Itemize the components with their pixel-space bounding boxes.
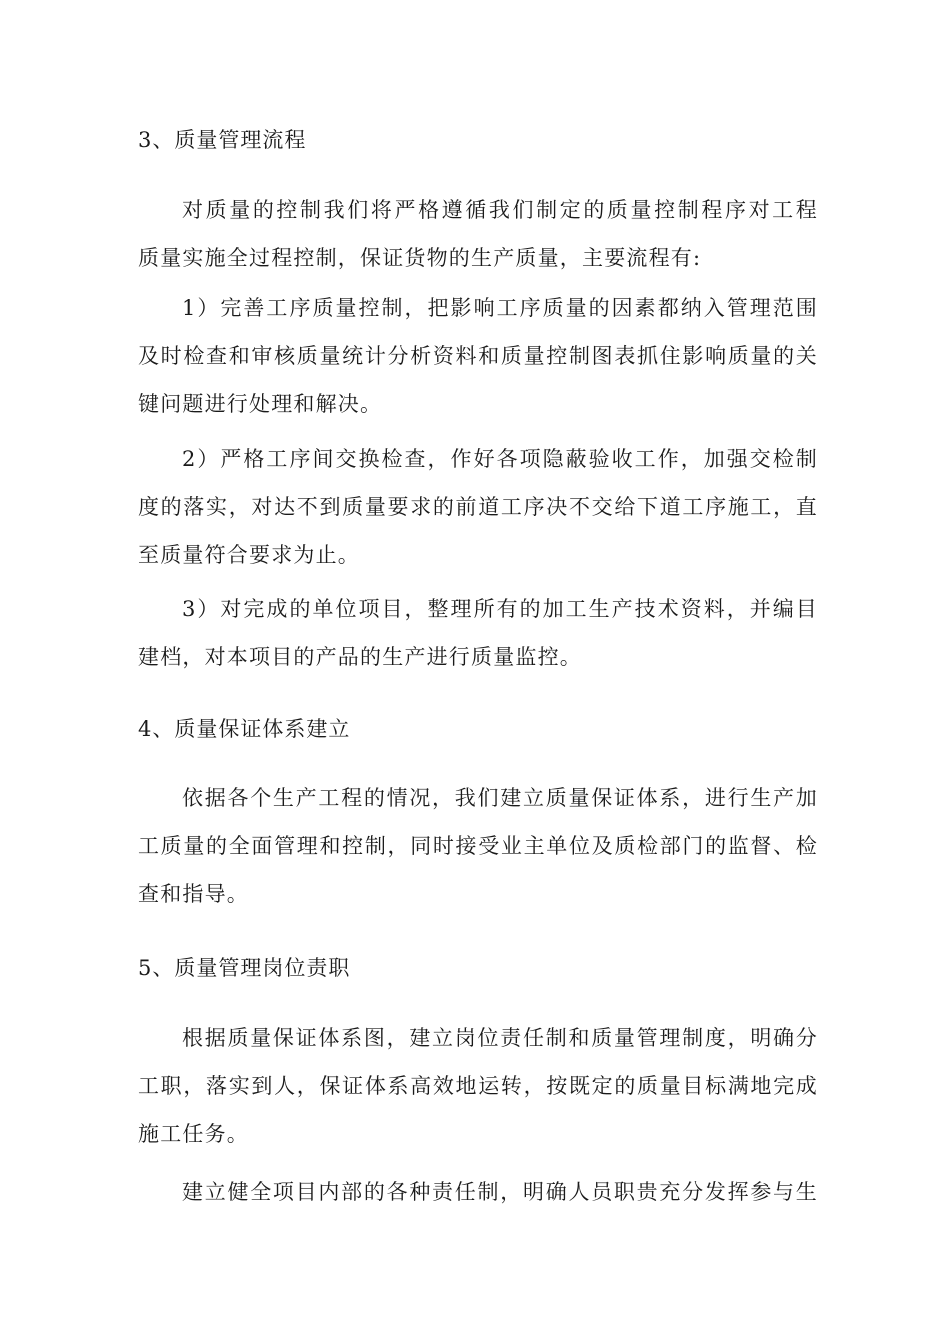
paragraph-responsibility-system xyxy=(138,1168,818,1216)
text-line: 建立健全项目内部的各种责任制，明确人员职贵充分发挥参与生 xyxy=(182,1180,818,1204)
text-line: 依据各个生产工程的情况，我们建立质量保证体系，进行生产加 xyxy=(182,786,818,810)
text-line: 至质量符合要求为止。 xyxy=(138,543,360,567)
paragraph-responsibility xyxy=(138,1014,818,1158)
text-line: 根据质量保证体系图，建立岗位责任制和质量管理制度，明确分 xyxy=(182,1026,818,1050)
text-line: 施工任务。 xyxy=(138,1122,249,1146)
text-line: 质量实施全过程控制，保证货物的生产质量，主要流程有: xyxy=(138,246,702,270)
text-line: 建档，对本项目的产品的生产进行质量监控。 xyxy=(138,645,582,669)
text-line: 2）严格工序间交换检查，作好各项隐蔽验收工作，加强交检制 xyxy=(182,447,818,471)
paragraph-step-3 xyxy=(138,585,818,681)
text-line: 工质量的全面管理和控制，同时接受业主单位及质检部门的监督、检 xyxy=(138,834,818,858)
text-line: 对质量的控制我们将严格遵循我们制定的质量控制程序对工程 xyxy=(182,198,818,222)
paragraph-process-intro xyxy=(138,186,818,282)
text-line: 键问题进行处理和解决。 xyxy=(138,392,383,416)
text-line: 1）完善工序质量控制，把影响工序质量的因素都纳入管理范围 xyxy=(182,296,818,320)
section-heading-5: 5、质量管理岗位责职 xyxy=(138,956,351,980)
paragraph-step-2 xyxy=(138,435,818,579)
paragraph-step-1 xyxy=(138,284,818,428)
text-line: 工职，落实到人，保证体系高效地运转，按既定的质量目标满地完成 xyxy=(138,1074,818,1098)
text-line: 及时检查和审核质量统计分析资料和质量控制图表抓住影响质量的关 xyxy=(138,344,818,368)
text-line: 度的落实，对达不到质量要求的前道工序决不交给下道工序施工，直 xyxy=(138,495,818,519)
paragraph-assurance-system xyxy=(138,774,818,918)
section-heading-3: 3、质量管理流程 xyxy=(138,128,307,152)
text-line: 查和指导。 xyxy=(138,882,249,906)
text-line: 3）对完成的单位项目，整理所有的加工生产技术资料，并编目 xyxy=(182,597,818,621)
section-heading-4: 4、质量保证体系建立 xyxy=(138,717,351,741)
